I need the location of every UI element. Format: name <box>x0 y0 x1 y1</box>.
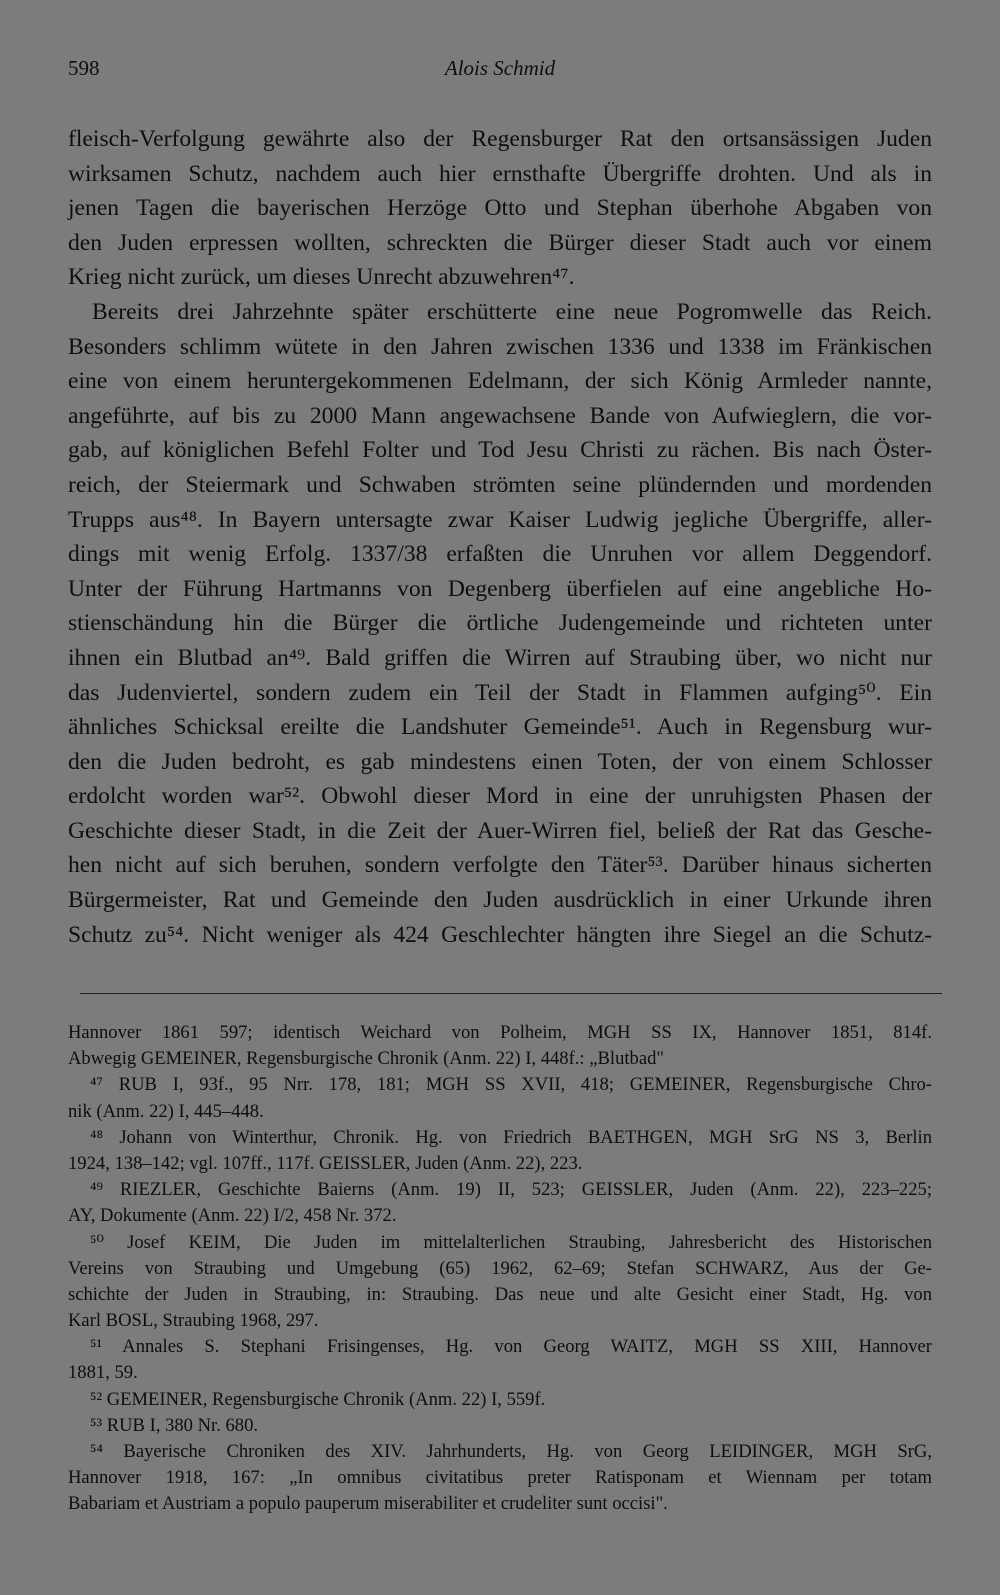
body-line: fleisch-Verfolgung gewährte also der Regensburger Rat den ortsansässigen Juden <box>68 126 932 152</box>
body-line: angeführte, auf bis zu 2000 Mann angewachsene Bande von Aufwieglern, die vor- <box>68 402 932 429</box>
footnote-line: 1924, 138–142; vgl. 107ff., 117f. GEISSLER, Juden (Anm. 22), 223. <box>68 1152 583 1174</box>
footnote-line: ⁵⁴ Bayerische Chroniken des XIV. Jahrhunderts, Hg. von Georg LEIDINGER, MGH SrG, <box>90 1441 932 1462</box>
body-line: erdolcht worden war⁵². Obwohl dieser Mord in eine der unruhigsten Phasen der <box>68 783 932 810</box>
body-line: ihnen ein Blutbad an⁴⁹. Bald griffen die Wirren auf Straubing über, wo nicht nur <box>68 644 932 671</box>
footnote-line: Karl BOSL, Straubing 1968, 297. <box>68 1310 319 1332</box>
body-line: eine von einem heruntergekommenen Edelmann, der sich König Armleder nannte, <box>68 368 932 395</box>
footnote-line: ⁵¹ Annales S. Stephani Frisingenses, Hg. von Georg WAITZ, MGH SS XIII, Hannover <box>90 1336 932 1358</box>
body-line: den Juden erpressen wollten, schreckten die Bürger dieser Stadt auch vor einem <box>68 229 932 256</box>
body-line: jenen Tagen die bayerischen Herzöge Otto und Stephan überhohe Abgaben von <box>68 195 932 222</box>
footnote-line: ⁴⁸ Johann von Winterthur, Chronik. Hg. von Friedrich BAETHGEN, MGH SrG NS 3, Berlin <box>90 1126 932 1148</box>
body-line: Krieg nicht zurück, um dieses Unrecht abzuwehren⁴⁷. <box>68 264 575 291</box>
footnote-line: ⁵² GEMEINER, Regensburgische Chronik (Anm. 22) I, 559f. <box>90 1388 546 1410</box>
body-line: gab, auf königlichen Befehl Folter und Tod Jesu Christi zu rächen. Bis nach Öster- <box>68 437 932 464</box>
body-line: reich, der Steiermark und Schwaben strömten seine plündernden und mordenden <box>68 471 932 498</box>
footnote-line: AY, Dokumente (Anm. 22) I/2, 458 Nr. 372. <box>68 1205 397 1227</box>
body-text <box>68 122 932 952</box>
body-line: wirksamen Schutz, nachdem auch hier ernsthafte Übergriffe drohten. Und als in <box>68 160 932 187</box>
body-line: den die Juden bedroht, es gab mindestens einen Toten, der von einem Schlosser <box>68 748 932 775</box>
footnote-line: schichte der Juden in Straubing, in: Straubing. Das neue und alte Gesicht einer Stadt, Hg. von <box>68 1283 932 1305</box>
body-line: Bereits drei Jahrzehnte später erschütterte eine neue Pogromwelle das Reich. <box>92 298 932 325</box>
footnote-line: Vereins von Straubing und Umgebung (65) 1962, 62–69; Stefan SCHWARZ, Aus der Ge- <box>68 1257 932 1279</box>
body-line: Besonders schlimm wütete in den Jahren zwischen 1336 und 1338 im Fränkischen <box>68 333 932 360</box>
body-line: ähnliches Schicksal ereilte die Landshuter Gemeinde⁵¹. Auch in Regensburg wur- <box>68 714 932 741</box>
body-line: Trupps aus⁴⁸. In Bayern untersagte zwar Kaiser Ludwig jegliche Übergriffe, aller- <box>68 506 932 533</box>
footnote-line: Babariam et Austriam a populo pauperum miserabiliter et crudeliter sunt occisi". <box>68 1493 668 1515</box>
body-line: Schutz zu⁵⁴. Nicht weniger als 424 Geschlechter hängten ihre Siegel an die Schutz- <box>68 921 932 948</box>
footnote-line: nik (Anm. 22) I, 445–448. <box>68 1100 264 1122</box>
footnote-line: ⁵⁰ Josef KEIM, Die Juden im mittelalterlichen Straubing, Jahresbericht des Historischen <box>90 1231 932 1253</box>
running-head-author: Alois Schmid <box>444 56 556 80</box>
body-line: Geschichte dieser Stadt, in die Zeit der Auer-Wirren fiel, beließ der Rat das Gesche- <box>68 817 932 844</box>
body-line: stienschändung hin die Bürger die örtliche Judengemeinde und richteten unter <box>68 610 932 637</box>
footnote-line: Hannover 1861 597; identisch Weichard von Polheim, MGH SS IX, Hannover 1851, 814f. <box>68 1022 932 1043</box>
body-line: Bürgermeister, Rat und Gemeinde den Juden ausdrücklich in einer Urkunde ihren <box>68 887 932 914</box>
page-header <box>68 56 932 86</box>
body-line: dings mit wenig Erfolg. 1337/38 erfaßten die Unruhen vor allem Deggendorf. <box>68 541 932 568</box>
footnote-line: 1881, 59. <box>68 1362 138 1384</box>
footnote-line: ⁵³ RUB I, 380 Nr. 680. <box>90 1414 259 1436</box>
footnote-line: Abwegig GEMEINER, Regensburgische Chronik (Anm. 22) I, 448f.: „Blutbad" <box>68 1048 664 1070</box>
footnote-line: Hannover 1918, 167: „In omnibus civitatibus preter Ratisponam et Wiennam per totam <box>68 1467 932 1489</box>
footnotes <box>68 1020 932 1518</box>
body-line: hen nicht auf sich beruhen, sondern verfolgte den Täter⁵³. Darüber hinaus sicherten <box>68 852 932 879</box>
footnote-separator-rule <box>80 993 942 994</box>
footnote-line: ⁴⁷ RUB I, 93f., 95 Nrr. 178, 181; MGH SS XVII, 418; GEMEINER, Regensburgische Chro- <box>90 1074 932 1096</box>
body-line: das Judenviertel, sondern zudem ein Teil der Stadt in Flammen aufging⁵⁰. Ein <box>68 679 932 706</box>
body-line: Unter der Führung Hartmanns von Degenberg überfielen auf eine angebliche Ho- <box>68 575 932 602</box>
page-number: 598 <box>68 56 100 80</box>
footnote-line: ⁴⁹ RIEZLER, Geschichte Baierns (Anm. 19) II, 523; GEISSLER, Juden (Anm. 22), 223–225; <box>90 1179 932 1201</box>
